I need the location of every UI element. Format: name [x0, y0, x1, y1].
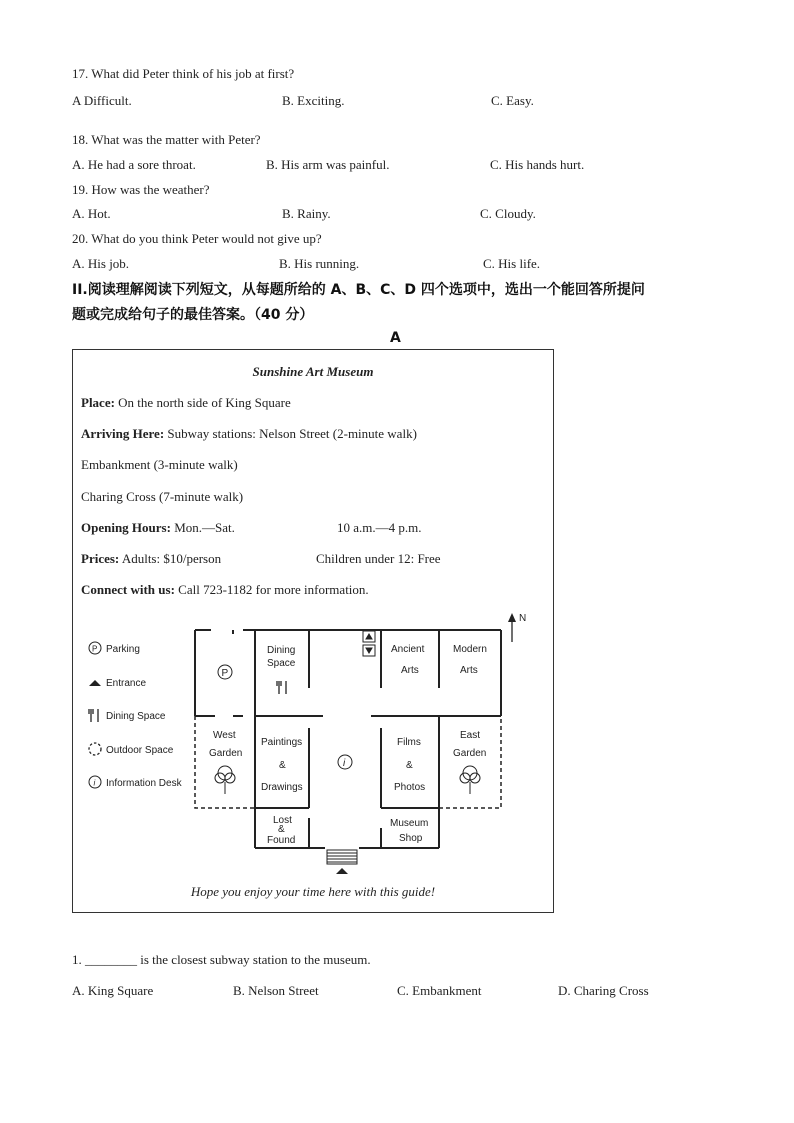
- north-label: N: [519, 613, 527, 624]
- hours-label: Opening Hours:: [81, 520, 171, 535]
- west-garden-tree-icon: [215, 766, 235, 794]
- q18-option-b: B. His arm was painful.: [266, 157, 390, 172]
- info-icon-letter: i: [93, 778, 96, 788]
- connect-label: Connect with us:: [81, 582, 175, 597]
- room-lost-3: Found: [267, 835, 296, 846]
- map-parking-letter: P: [221, 668, 229, 679]
- prices-label: Prices:: [81, 551, 120, 566]
- building-walls: [195, 630, 501, 848]
- q20-option-c: C. His life.: [483, 256, 541, 271]
- q19-option-c: C. Cloudy.: [480, 206, 536, 221]
- map-legend: [89, 642, 183, 789]
- arriving-value: Subway stations: Nelson Street (2-minute walk): [167, 426, 417, 441]
- room-lost-2: &: [278, 824, 285, 835]
- room-east-1: East: [460, 730, 481, 741]
- room-modern-1: Modern: [453, 644, 487, 655]
- connect-line: [81, 582, 369, 598]
- room-dining-2: Space: [267, 658, 296, 669]
- place-label: Place:: [81, 395, 115, 410]
- question-17: 17. What did Peter think of his job at first?: [72, 66, 295, 81]
- legend-outdoor: Outdoor Space: [106, 745, 174, 756]
- charing-line: Charing Cross (7-minute walk): [81, 489, 244, 504]
- section-heading-line2: 题或完成给句子的最佳答案。（40 分）: [72, 307, 314, 323]
- q18-option-c: C. His hands hurt.: [490, 157, 585, 172]
- room-shop-1: Museum: [390, 818, 429, 829]
- hours-time: 10 a.m.—4 p.m.: [337, 520, 422, 535]
- arriving-label: Arriving Here:: [81, 426, 165, 441]
- legend-info: Information Desk: [106, 778, 182, 789]
- prices-line: [81, 551, 221, 567]
- question-1: 1. ________ is the closest subway station to the museum.: [72, 952, 371, 967]
- room-paintings-3: Drawings: [261, 782, 303, 793]
- outdoor-space-icon: [89, 743, 101, 755]
- legend-parking: Parking: [106, 644, 140, 655]
- museum-floor-map: [83, 608, 543, 878]
- room-paintings-1: Paintings: [261, 737, 303, 748]
- map-info-letter: i: [343, 758, 346, 769]
- q17-option-a: A Difficult.: [72, 93, 132, 108]
- north-arrow-icon: [508, 613, 526, 642]
- dining-icon: [89, 709, 98, 722]
- q1-option-a: A. King Square: [72, 983, 154, 998]
- q17-option-c: C. Easy.: [491, 93, 534, 108]
- room-films-2: &: [406, 760, 413, 771]
- q19-option-b: B. Rainy.: [282, 206, 331, 221]
- embankment-line: Embankment (3-minute walk): [81, 457, 238, 472]
- room-modern-2: Arts: [460, 665, 478, 676]
- legend-entrance: Entrance: [106, 678, 147, 689]
- q20-option-a: A. His job.: [72, 256, 130, 271]
- room-west-1: West: [213, 730, 236, 741]
- question-19: 19. How was the weather?: [72, 182, 210, 197]
- prices-adults: Adults: $10/person: [121, 551, 222, 566]
- parking-icon-letter: P: [92, 644, 98, 654]
- q20-option-b: B. His running.: [279, 256, 360, 271]
- museum-title: Sunshine Art Museum: [252, 364, 374, 379]
- map-dining-icon: [277, 681, 286, 694]
- q19-option-a: A. Hot.: [72, 206, 111, 221]
- room-ancient-2: Arts: [401, 665, 419, 676]
- east-garden-tree-icon: [460, 766, 480, 794]
- elevator-icon: [363, 631, 375, 656]
- place-value: On the north side of King Square: [118, 395, 291, 410]
- room-films-1: Films: [397, 737, 421, 748]
- room-west-2: Garden: [209, 748, 243, 759]
- hours-line: [81, 520, 235, 536]
- room-paintings-2: &: [279, 760, 286, 771]
- museum-info-box: [72, 349, 554, 913]
- q1-option-d: D. Charing Cross: [558, 983, 649, 998]
- q1-option-b: B. Nelson Street: [233, 983, 319, 998]
- question-18: 18. What was the matter with Peter?: [72, 132, 261, 147]
- outdoor-space-outlines: [195, 716, 501, 808]
- room-dining-1: Dining: [267, 645, 296, 656]
- room-lost-1: Lost: [273, 815, 292, 826]
- main-entrance-icon: [336, 868, 348, 874]
- museum-footer: Hope you enjoy your time here with this guide!: [190, 884, 436, 899]
- q1-option-c: C. Embankment: [397, 983, 482, 998]
- place-line: [81, 395, 291, 411]
- passage-letter: A: [390, 330, 401, 346]
- hours-days: Mon.—Sat.: [174, 520, 235, 535]
- room-ancient-1: Ancient: [391, 644, 425, 655]
- q18-option-a: A. He had a sore throat.: [72, 157, 196, 172]
- connect-value: Call 723-1182 for more information.: [178, 582, 369, 597]
- room-films-3: Photos: [394, 782, 426, 793]
- entrance-icon: [89, 680, 101, 686]
- q17-option-b: B. Exciting.: [282, 93, 345, 108]
- legend-dining: Dining Space: [106, 711, 166, 722]
- arriving-line: [81, 426, 417, 442]
- room-shop-2: Shop: [399, 833, 423, 844]
- room-east-2: Garden: [453, 748, 487, 759]
- entrance-stairs: [327, 850, 357, 864]
- question-20: 20. What do you think Peter would not give up?: [72, 231, 322, 246]
- prices-children: Children under 12: Free: [316, 551, 441, 566]
- section-heading-line1: II.阅读理解阅读下列短文，从每题所给的 A、B、C、D 四个选项中，选出一个能回答所提问: [72, 282, 645, 298]
